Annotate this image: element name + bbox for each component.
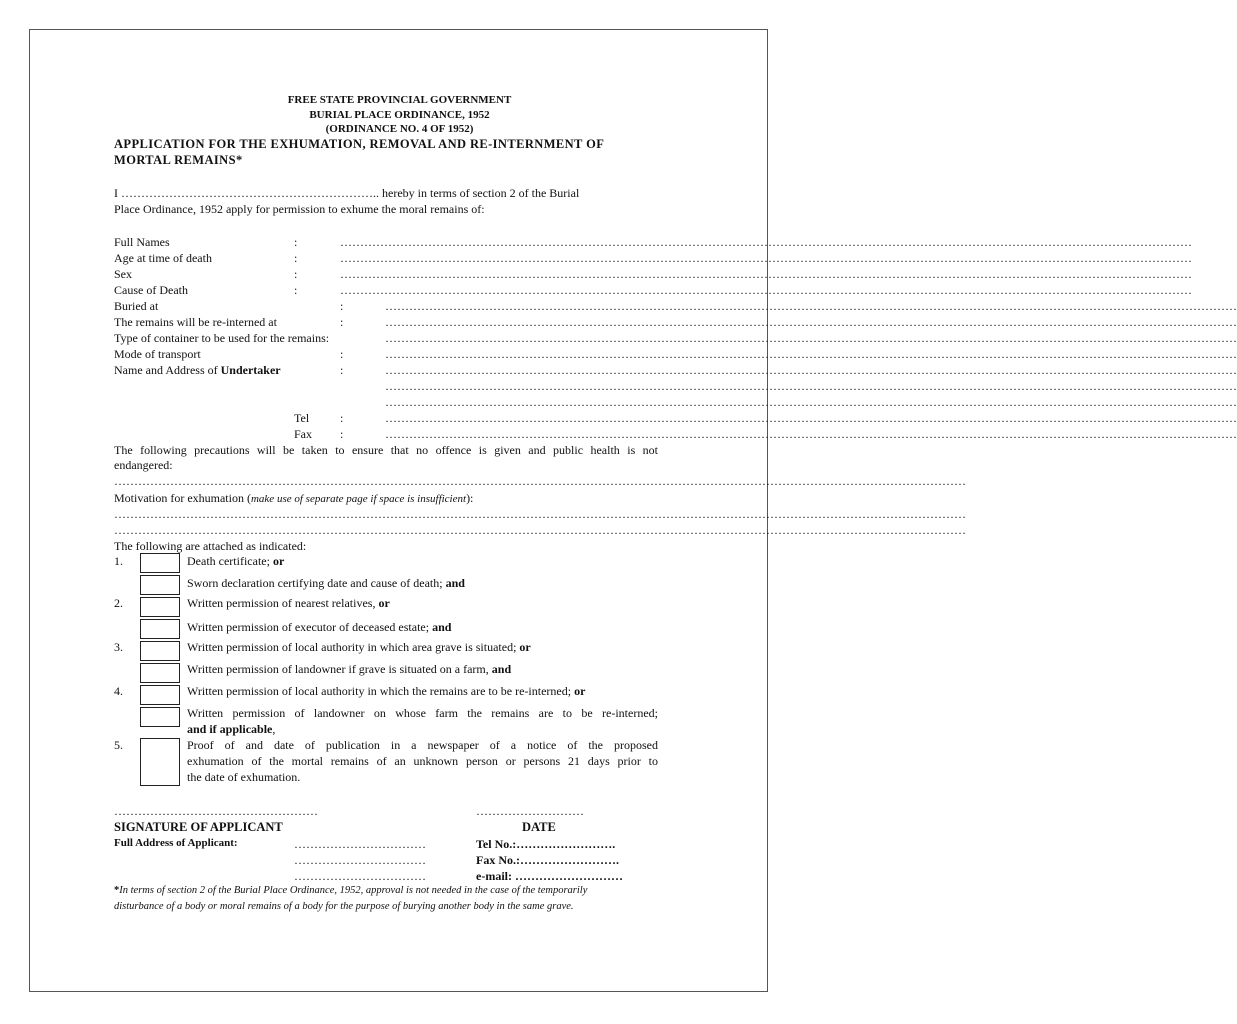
item-local-authority-grave: Written permission of local authority in which area grave is situated; or (187, 640, 531, 654)
intro-text: .. hereby in terms of section 2 of the Burial (373, 186, 580, 200)
footnote-line2: disturbance of a body or moral remains of a body for the purpose of burying another body in the same grave. (114, 901, 574, 912)
item-nearest-relatives: Written permission of nearest relatives, or (187, 596, 390, 610)
intro-line2: Place Ordinance, 1952 apply for permission to exhume the moral remains of: (114, 202, 485, 216)
fax-row (476, 853, 619, 868)
address-field-line1[interactable]: …………………………… (294, 837, 426, 851)
footnote-line1: *In terms of section 2 of the Burial Place Ordinance, 1952, approval is not needed in the case of the temporarily (114, 885, 588, 896)
item-number-1: 1. (114, 554, 123, 568)
label-undertaker: Name and Address of Undertaker (114, 363, 281, 377)
undertaker-fax-field[interactable]: …………………………………………………………………………………………………………………………………………………………………………………………… (385, 427, 1237, 441)
undertaker-tel-field[interactable]: …………………………………………………………………………………………………………………………………………………………………………………………… (385, 411, 1237, 425)
label-tel: Tel (294, 411, 310, 425)
label-transport: Mode of transport (114, 347, 201, 361)
label-reinterned-at: The remains will be re-interned at (114, 315, 277, 329)
item-number-3: 3. (114, 640, 123, 654)
colon: : (340, 427, 344, 441)
item-landowner-grave: Written permission of landowner if grave is situated on a farm, and (187, 662, 512, 676)
label-container-type: Type of container to be used for the remains: (114, 331, 330, 345)
checkbox-executor[interactable] (140, 619, 180, 639)
item-newspaper-proof-line2: exhumation of the mortal remains of an unknown person or persons 21 days prior to (187, 754, 658, 768)
fax-field[interactable]: ……………………. (520, 853, 619, 867)
label-sex: Sex (114, 267, 132, 281)
label-full-names: Full Names (114, 235, 170, 249)
motivation-field-line1[interactable]: …………………………………………………………………………………………………………………………………………………………………………………………… (114, 507, 966, 521)
applicant-name-field[interactable]: I ……………………………………………………… (114, 186, 373, 200)
header-government: FREE STATE PROVINCIAL GOVERNMENT (287, 94, 512, 106)
transport-field[interactable]: …………………………………………………………………………………………………………………………………………………………………………………………… (385, 347, 1237, 361)
motivation-field-line2[interactable]: …………………………………………………………………………………………………………………………………………………………………………………………… (114, 523, 966, 537)
checkbox-local-authority-reinterned[interactable] (140, 685, 180, 705)
colon: : (340, 299, 344, 313)
checkbox-sworn-declaration[interactable] (140, 575, 180, 595)
colon: : (294, 267, 298, 281)
cause-of-death-field[interactable]: …………………………………………………………………………………………………………………………………………………………………………………………… (340, 283, 1192, 297)
undertaker-field-line1[interactable]: …………………………………………………………………………………………………………………………………………………………………………………………… (385, 363, 1237, 377)
address-field-line2[interactable]: …………………………… (294, 853, 426, 867)
fax-label: Fax No.: (476, 853, 520, 867)
address-field-line3[interactable]: …………………………… (294, 869, 426, 883)
colon: : (340, 315, 344, 329)
colon: : (340, 347, 344, 361)
email-row (476, 869, 623, 884)
item-newspaper-proof-line3: the date of exhumation. (187, 770, 301, 784)
label-buried-at: Buried at (114, 299, 159, 313)
signature-field[interactable]: …………………………………………… (114, 804, 318, 818)
item-landowner-reinterned: Written permission of landowner on whose farm the remains are to be re-interned; (187, 706, 658, 720)
item-death-certificate: Death certificate; or (187, 554, 285, 568)
checkbox-landowner-reinterned[interactable] (140, 707, 180, 727)
item-executor: Written permission of executor of deceased estate; and (187, 620, 452, 634)
email-label: e-mail: (476, 869, 512, 883)
age-field[interactable]: …………………………………………………………………………………………………………………………………………………………………………………………… (340, 251, 1192, 265)
item-number-5: 5. (114, 738, 123, 752)
item-number-4: 4. (114, 684, 123, 698)
checkbox-landowner-grave[interactable] (140, 663, 180, 683)
sex-field[interactable]: …………………………………………………………………………………………………………………………………………………………………………………………… (340, 267, 1192, 281)
label-fax: Fax (294, 427, 312, 441)
label-cause-of-death: Cause of Death (114, 283, 188, 297)
undertaker-field-line3[interactable]: …………………………………………………………………………………………………………………………………………………………………………………………… (385, 395, 1237, 409)
form-title-line2: MORTAL REMAINS* (114, 153, 243, 167)
header-ordinance-number: (ORDINANCE NO. 4 OF 1952) (325, 123, 474, 135)
tel-field[interactable]: ……………………. (516, 837, 616, 851)
buried-at-field[interactable]: …………………………………………………………………………………………………………………………………………………………………………………………… (385, 299, 1237, 313)
header-ordinance: BURIAL PLACE ORDINANCE, 1952 (309, 109, 490, 121)
item-number-2: 2. (114, 596, 123, 610)
checkbox-local-authority-grave[interactable] (140, 641, 180, 661)
motivation-label: Motivation for exhumation (make use of separate page if space is insufficient): (114, 491, 474, 505)
precautions-field[interactable]: …………………………………………………………………………………………………………………………………………………………………………………………… (114, 474, 966, 488)
form-page (29, 29, 1237, 992)
checkbox-death-certificate[interactable] (140, 553, 180, 573)
colon: : (340, 363, 344, 377)
date-label: DATE (522, 820, 556, 834)
tel-label: Tel No.: (476, 837, 517, 851)
address-label: Full Address of Applicant: (114, 837, 238, 849)
reinterned-at-field[interactable]: …………………………………………………………………………………………………………………………………………………………………………………………… (385, 315, 1237, 329)
colon: : (294, 251, 298, 265)
label-age: Age at time of death (114, 251, 212, 265)
colon: : (294, 235, 298, 249)
checkbox-newspaper-proof[interactable] (140, 738, 180, 786)
item-newspaper-proof-line1: Proof of and date of publication in a newspaper of a notice of the proposed (187, 738, 658, 752)
full-names-field[interactable]: …………………………………………………………………………………………………………………………………………………………………………………………… (340, 235, 1192, 249)
checkbox-nearest-relatives[interactable] (140, 597, 180, 617)
form-title-line1: APPLICATION FOR THE EXHUMATION, REMOVAL AND RE-INTERNMENT OF (114, 137, 605, 151)
tel-row (476, 837, 615, 852)
precautions-line2: endangered: (114, 458, 173, 472)
item-if-applicable: and if applicable, (187, 722, 276, 736)
email-field[interactable]: ……………………… (511, 869, 623, 883)
undertaker-field-line2[interactable]: …………………………………………………………………………………………………………………………………………………………………………………………… (385, 379, 1237, 393)
item-sworn-declaration: Sworn declaration certifying date and cause of death; and (187, 576, 465, 590)
colon: : (340, 411, 344, 425)
signature-label: SIGNATURE OF APPLICANT (114, 820, 283, 834)
item-local-authority-reinterned: Written permission of local authority in which the remains are to be re-interned; or (187, 684, 586, 698)
attached-heading: The following are attached as indicated: (114, 539, 307, 553)
precautions-line1: The following precautions will be taken to ensure that no offence is given and public health is not (114, 443, 658, 457)
date-field[interactable]: ……………………… (476, 804, 584, 818)
intro-line1 (114, 186, 658, 201)
container-type-field[interactable]: …………………………………………………………………………………………………………………………………………………………………………………………… (385, 331, 1237, 345)
colon: : (294, 283, 298, 297)
